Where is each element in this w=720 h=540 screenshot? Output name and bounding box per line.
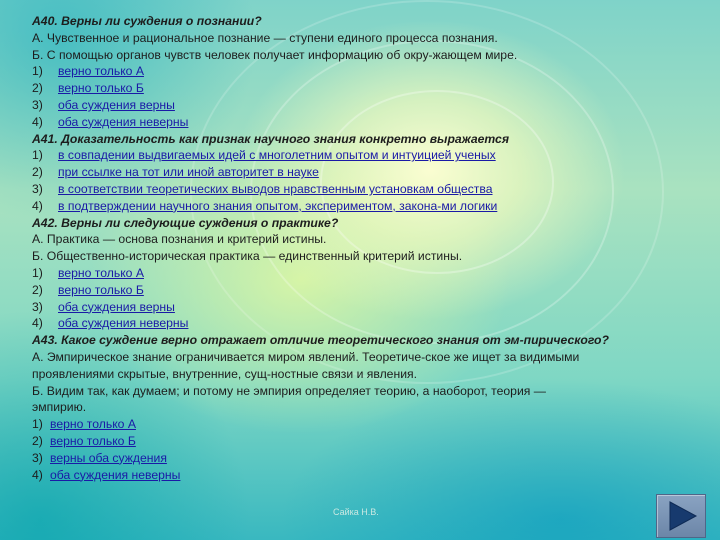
answer-link[interactable]: верно только Б [50,433,136,448]
statement: проявлениями скрытые, внутренние, сущ-ностные связи и явления. [32,366,417,381]
answer-link[interactable]: верно только Б [58,81,144,96]
answer-option[interactable]: 1) верно только А [32,417,136,432]
footer-author: Сайка Н.В. [333,507,379,517]
answer-option[interactable]: 2) при ссылке на тот или иной авторитет в науке [32,165,319,180]
statement: Б. Общественно-историческая практика — единственный критерий истины. [32,249,463,264]
statement: А. Эмпирическое знание ограничивается миром явлений. Теоретиче-ское же ищет за видимыми [32,349,580,364]
answer-link[interactable]: оба суждения верны [58,97,175,112]
answer-link[interactable]: верно только Б [58,282,144,297]
statement: Б. С помощью органов чувств человек получает информацию об окру-жающем мире. [32,47,518,62]
question-title: А40. Верны ли суждения о познании? [32,14,262,28]
answer-option[interactable]: 3) в соответствии теоретических выводов нравственным установкам общества [32,181,493,196]
answer-link[interactable]: в соответствии теоретических выводов нравственным установкам общества [58,181,493,196]
answer-link[interactable]: в подтверждении научного знания опытом, экспериментом, закона-ми логики [58,198,498,213]
answer-link[interactable]: оба суждения неверны [58,316,189,331]
answer-link[interactable]: верны оба суждения [50,450,167,465]
answer-option[interactable]: 3) оба суждения верны [32,97,175,112]
answer-option[interactable]: 1) верно только А [32,265,144,280]
answer-option[interactable]: 4) в подтверждении научного знания опытом, экспериментом, закона-ми логики [32,198,498,213]
answer-link[interactable]: оба суждения неверны [58,114,189,129]
answer-link[interactable]: при ссылке на тот или иной авторитет в науке [58,165,319,180]
statement: эмпирию. [32,400,87,415]
question-title: А41. Доказательность как признак научного знания конкретно выражается [32,131,510,146]
question-title: А42. Верны ли следующие суждения о практике? [32,215,339,230]
answer-option[interactable]: 2) верно только Б [32,433,136,448]
answer-link[interactable]: оба суждения верны [58,299,175,314]
statement: А. Чувственное и рациональное познание — ступени единого процесса познания. [32,30,498,45]
answer-option[interactable]: 2) верно только Б [32,81,144,96]
answer-option[interactable]: 1) в совпадении выдвигаемых идей с многолетним опытом и интуицией ученых [32,148,496,163]
answer-option[interactable]: 3) оба суждения верны [32,299,175,314]
quiz-text [32,13,708,483]
question-title: А43. Какое суждение верно отражает отличие теоретического знания от эм-пирического? [32,333,609,348]
statement: Б. Видим так, как думаем; и потому не эмпирия определяет теорию, а наоборот, теория — [32,383,546,398]
answer-option[interactable]: 2) верно только Б [32,282,144,297]
answer-option[interactable]: 1) верно только А [32,64,144,79]
answer-link[interactable]: в совпадении выдвигаемых идей с многолетним опытом и интуицией ученых [58,148,496,163]
play-triangle-icon [657,495,705,537]
answer-link[interactable]: верно только А [58,64,144,79]
answer-option[interactable]: 4) оба суждения неверны [32,467,181,482]
answer-option[interactable]: 3) верны оба суждения [32,450,167,465]
next-slide-button[interactable] [656,494,706,538]
answer-option[interactable]: 4) оба суждения неверны [32,114,189,129]
answer-option[interactable]: 4) оба суждения неверны [32,316,189,331]
answer-link[interactable]: верно только А [58,265,144,280]
statement: А. Практика — основа познания и критерий истины. [32,232,327,247]
answer-link[interactable]: оба суждения неверны [50,467,181,482]
answer-link[interactable]: верно только А [50,417,136,432]
